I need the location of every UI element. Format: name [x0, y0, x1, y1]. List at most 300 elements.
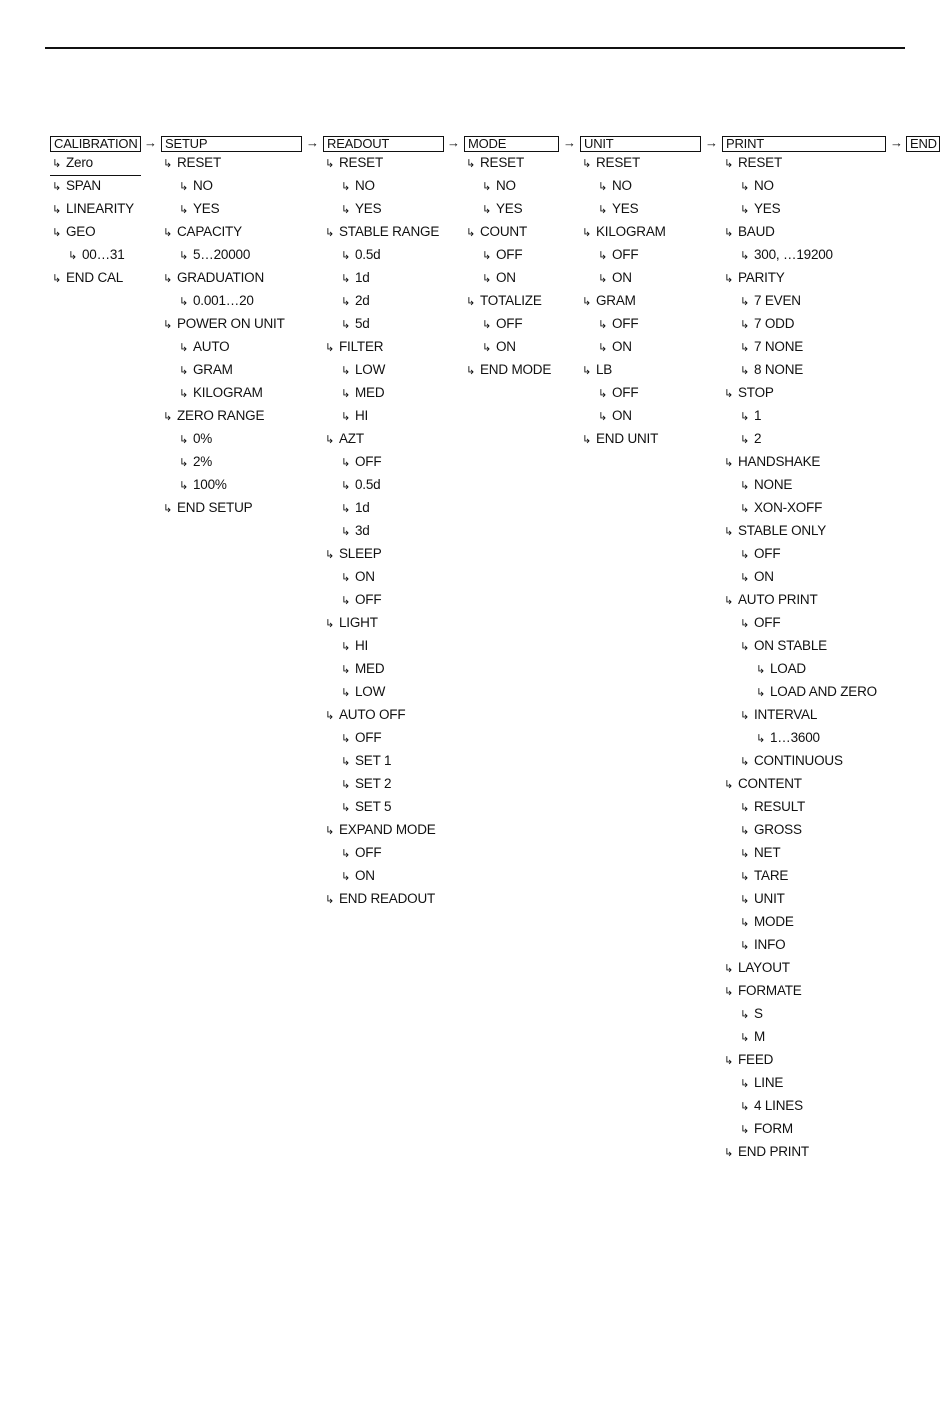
menu-item-label: SPAN [66, 178, 101, 193]
submenu-arrow-icon: ↳ [163, 158, 173, 170]
menu-item-label: 100% [193, 477, 227, 492]
menu-item [740, 477, 792, 494]
menu-item [598, 339, 632, 356]
menu-item-label: HI [355, 638, 369, 653]
menu-item [341, 661, 384, 678]
menu-item [52, 178, 101, 195]
menu-item [179, 477, 227, 494]
menu-item-label: MED [355, 385, 385, 400]
submenu-arrow-icon: ↳ [482, 181, 492, 193]
submenu-arrow-icon: ↳ [325, 434, 335, 446]
menu-item-label: AUTO [193, 339, 230, 354]
menu-item-label: LAYOUT [738, 960, 790, 975]
menu-item-label: OFF [355, 454, 382, 469]
menu-item [482, 339, 516, 356]
submenu-arrow-icon: ↳ [740, 204, 750, 216]
submenu-arrow-icon: ↳ [724, 779, 734, 791]
menu-item-label: INTERVAL [754, 707, 818, 722]
menu-item-label: ON [496, 270, 516, 285]
menu-item-label: NET [754, 845, 781, 860]
submenu-arrow-icon: ↳ [740, 1078, 750, 1090]
menu-item [179, 339, 229, 356]
header-readout: READOUT [323, 136, 444, 152]
menu-item-label: FORM [754, 1121, 793, 1136]
menu-item [724, 385, 774, 402]
submenu-arrow-icon: ↳ [740, 756, 750, 768]
menu-item-label: XON-XOFF [754, 500, 823, 515]
submenu-arrow-icon: ↳ [724, 158, 734, 170]
menu-item [740, 799, 805, 816]
menu-item [740, 1098, 803, 1115]
menu-item-label: OFF [355, 845, 382, 860]
menu-item [52, 155, 93, 172]
submenu-arrow-icon: ↳ [179, 296, 189, 308]
menu-item [724, 270, 785, 287]
submenu-arrow-icon: ↳ [325, 618, 335, 630]
menu-item-label: 5d [355, 316, 370, 331]
menu-item-label: 00…31 [82, 247, 125, 262]
menu-item [740, 822, 802, 839]
menu-item [179, 385, 263, 402]
menu-item [740, 1029, 765, 1046]
menu-item [341, 408, 368, 425]
submenu-arrow-icon: ↳ [740, 319, 750, 331]
submenu-arrow-icon: ↳ [724, 526, 734, 538]
menu-item [740, 569, 774, 586]
menu-item [341, 293, 370, 310]
menu-item [179, 362, 233, 379]
menu-item-label: NONE [754, 477, 793, 492]
menu-item [740, 500, 822, 517]
submenu-arrow-icon: ↳ [341, 572, 351, 584]
menu-item [179, 201, 219, 218]
submenu-arrow-icon: ↳ [341, 779, 351, 791]
submenu-arrow-icon: ↳ [466, 365, 476, 377]
menu-item-label: END SETUP [177, 500, 253, 515]
menu-item [482, 316, 522, 333]
menu-item [325, 891, 435, 908]
submenu-arrow-icon: ↳ [341, 250, 351, 262]
menu-item [52, 224, 95, 241]
menu-item [598, 178, 632, 195]
submenu-arrow-icon: ↳ [482, 273, 492, 285]
menu-item-label: ON [355, 868, 375, 883]
submenu-arrow-icon: ↳ [724, 388, 734, 400]
submenu-arrow-icon: ↳ [724, 595, 734, 607]
menu-item [598, 270, 632, 287]
menu-item [740, 891, 785, 908]
menu-item [740, 431, 761, 448]
submenu-arrow-icon: ↳ [52, 273, 62, 285]
menu-item-label: COUNT [480, 224, 527, 239]
submenu-arrow-icon: ↳ [598, 319, 608, 331]
menu-item-label: M [754, 1029, 766, 1044]
menu-item [466, 293, 542, 310]
menu-item-label: LOW [355, 684, 386, 699]
menu-item [482, 247, 522, 264]
submenu-arrow-icon: ↳ [163, 227, 173, 239]
menu-item-label: FEED [738, 1052, 774, 1067]
submenu-arrow-icon: ↳ [582, 158, 592, 170]
menu-item-label: SLEEP [339, 546, 382, 561]
submenu-arrow-icon: ↳ [598, 411, 608, 423]
menu-item-label: OFF [612, 385, 639, 400]
menu-item-label: RESET [480, 155, 525, 170]
arrow-icon: → [563, 135, 576, 150]
arrow-icon: → [144, 135, 157, 150]
submenu-arrow-icon: ↳ [179, 181, 189, 193]
menu-item-label: EXPAND MODE [339, 822, 436, 837]
submenu-arrow-icon: ↳ [740, 1009, 750, 1021]
menu-item-label: ON [496, 339, 516, 354]
menu-item-label: 0.001…20 [193, 293, 254, 308]
menu-item-label: RESULT [754, 799, 806, 814]
menu-item-label: OFF [754, 546, 781, 561]
menu-item [341, 362, 385, 379]
submenu-arrow-icon: ↳ [52, 227, 62, 239]
menu-item [341, 316, 370, 333]
menu-item-label: CONTINUOUS [754, 753, 843, 768]
submenu-arrow-icon: ↳ [756, 687, 766, 699]
header-mode: MODE [464, 136, 559, 152]
menu-item [341, 753, 391, 770]
menu-item [582, 362, 612, 379]
menu-item-label: NO [612, 178, 632, 193]
header-calibration: CALIBRATION [50, 136, 141, 152]
menu-item [466, 224, 527, 241]
menu-item [740, 316, 794, 333]
menu-item [325, 339, 383, 356]
submenu-arrow-icon: ↳ [163, 319, 173, 331]
menu-item-label: 4 LINES [754, 1098, 803, 1113]
menu-item-label: MED [355, 661, 385, 676]
submenu-arrow-icon: ↳ [68, 250, 78, 262]
submenu-arrow-icon: ↳ [466, 296, 476, 308]
menu-item-label: 8 NONE [754, 362, 804, 377]
menu-item [724, 983, 802, 1000]
arrow-icon: → [447, 135, 460, 150]
arrow-icon: → [306, 135, 319, 150]
submenu-arrow-icon: ↳ [582, 296, 592, 308]
menu-item [598, 247, 638, 264]
menu-item-label: LB [596, 362, 613, 377]
menu-item [598, 201, 638, 218]
menu-item-label: LINE [754, 1075, 784, 1090]
menu-item [325, 431, 364, 448]
menu-item [163, 155, 221, 172]
menu-item-label: UNIT [754, 891, 785, 906]
submenu-arrow-icon: ↳ [740, 641, 750, 653]
menu-item-label: ZERO RANGE [177, 408, 265, 423]
menu-item-label: LOAD AND ZERO [770, 684, 877, 699]
menu-item-label: FORMATE [738, 983, 802, 998]
menu-item-label: ON [612, 339, 632, 354]
submenu-arrow-icon: ↳ [740, 549, 750, 561]
menu-item-label: OFF [612, 316, 639, 331]
menu-item [341, 201, 381, 218]
menu-item [740, 339, 803, 356]
submenu-arrow-icon: ↳ [52, 158, 62, 170]
menu-item [341, 477, 380, 494]
submenu-arrow-icon: ↳ [341, 733, 351, 745]
submenu-arrow-icon: ↳ [740, 1124, 750, 1136]
menu-item-label: OFF [496, 247, 523, 262]
submenu-arrow-icon: ↳ [341, 480, 351, 492]
submenu-arrow-icon: ↳ [724, 986, 734, 998]
menu-item-label: ON [612, 408, 632, 423]
menu-item [724, 454, 820, 471]
submenu-arrow-icon: ↳ [341, 871, 351, 883]
submenu-arrow-icon: ↳ [740, 342, 750, 354]
submenu-arrow-icon: ↳ [482, 250, 492, 262]
submenu-arrow-icon: ↳ [325, 227, 335, 239]
menu-item-label: TOTALIZE [480, 293, 542, 308]
submenu-arrow-icon: ↳ [598, 181, 608, 193]
menu-item-label: STABLE ONLY [738, 523, 827, 538]
menu-item [163, 270, 264, 287]
menu-item [740, 615, 780, 632]
menu-item [598, 385, 638, 402]
menu-item [325, 224, 439, 241]
menu-item-label: END PRINT [738, 1144, 809, 1159]
menu-item [341, 638, 368, 655]
menu-item [724, 155, 782, 172]
header-print: PRINT [722, 136, 886, 152]
menu-item-label: OFF [612, 247, 639, 262]
menu-item-label: POWER ON UNIT [177, 316, 285, 331]
menu-item-label: NO [496, 178, 516, 193]
menu-item-label: GRAM [596, 293, 636, 308]
menu-item [740, 868, 788, 885]
menu-item [740, 362, 803, 379]
submenu-arrow-icon: ↳ [325, 549, 335, 561]
menu-item [740, 937, 785, 954]
menu-item [582, 293, 636, 310]
menu-item [341, 270, 370, 287]
submenu-arrow-icon: ↳ [179, 365, 189, 377]
submenu-arrow-icon: ↳ [482, 204, 492, 216]
menu-item [756, 684, 877, 701]
menu-item-label: 2 [754, 431, 762, 446]
submenu-arrow-icon: ↳ [482, 319, 492, 331]
menu-item [68, 247, 125, 264]
menu-item [598, 316, 638, 333]
menu-item-label: YES [754, 201, 781, 216]
header-unit: UNIT [580, 136, 701, 152]
menu-item-label: 0.5d [355, 477, 381, 492]
submenu-arrow-icon: ↳ [740, 1032, 750, 1044]
menu-item [52, 270, 123, 287]
menu-item [341, 523, 370, 540]
submenu-arrow-icon: ↳ [724, 963, 734, 975]
menu-item [482, 178, 516, 195]
menu-item-label: ON [355, 569, 375, 584]
submenu-arrow-icon: ↳ [740, 894, 750, 906]
menu-item-label: Zero [66, 155, 93, 170]
menu-item-label: GROSS [754, 822, 802, 837]
submenu-arrow-icon: ↳ [598, 204, 608, 216]
menu-item [52, 201, 134, 218]
submenu-arrow-icon: ↳ [740, 848, 750, 860]
menu-item [341, 247, 380, 264]
submenu-arrow-icon: ↳ [740, 365, 750, 377]
submenu-arrow-icon: ↳ [179, 434, 189, 446]
submenu-arrow-icon: ↳ [740, 917, 750, 929]
menu-item [325, 707, 405, 724]
menu-item-label: END READOUT [339, 891, 436, 906]
submenu-arrow-icon: ↳ [179, 388, 189, 400]
submenu-arrow-icon: ↳ [341, 457, 351, 469]
menu-item-label: GEO [66, 224, 96, 239]
menu-item-label: 1 [754, 408, 762, 423]
menu-item-label: END UNIT [596, 431, 659, 446]
submenu-arrow-icon: ↳ [341, 595, 351, 607]
submenu-arrow-icon: ↳ [724, 227, 734, 239]
menu-item [341, 776, 391, 793]
menu-item-label: S [754, 1006, 763, 1021]
submenu-arrow-icon: ↳ [325, 825, 335, 837]
menu-item [466, 155, 524, 172]
submenu-arrow-icon: ↳ [756, 733, 766, 745]
submenu-arrow-icon: ↳ [341, 296, 351, 308]
submenu-arrow-icon: ↳ [740, 802, 750, 814]
menu-item [740, 201, 780, 218]
submenu-arrow-icon: ↳ [466, 158, 476, 170]
menu-item-label: 1d [355, 270, 370, 285]
submenu-arrow-icon: ↳ [740, 940, 750, 952]
submenu-arrow-icon: ↳ [341, 664, 351, 676]
menu-item-label: STOP [738, 385, 774, 400]
menu-item-label: 0% [193, 431, 213, 446]
menu-item [740, 546, 780, 563]
menu-item-label: INFO [754, 937, 786, 952]
menu-item [163, 316, 285, 333]
menu-item-label: RESET [596, 155, 641, 170]
submenu-arrow-icon: ↳ [740, 250, 750, 262]
submenu-arrow-icon: ↳ [325, 342, 335, 354]
submenu-arrow-icon: ↳ [740, 503, 750, 515]
menu-item [179, 454, 212, 471]
submenu-arrow-icon: ↳ [163, 411, 173, 423]
menu-item-label: NO [754, 178, 774, 193]
menu-item [740, 293, 801, 310]
menu-item [341, 730, 381, 747]
menu-item [179, 293, 254, 310]
arrow-icon: → [705, 135, 718, 150]
submenu-arrow-icon: ↳ [341, 687, 351, 699]
menu-item-label: AZT [339, 431, 364, 446]
submenu-arrow-icon: ↳ [740, 296, 750, 308]
menu-item [740, 1121, 793, 1138]
menu-item [341, 592, 381, 609]
menu-item [740, 707, 817, 724]
menu-item-label: END CAL [66, 270, 124, 285]
menu-item [740, 408, 761, 425]
menu-item [582, 224, 666, 241]
submenu-arrow-icon: ↳ [341, 503, 351, 515]
menu-item-label: 7 NONE [754, 339, 804, 354]
submenu-arrow-icon: ↳ [341, 181, 351, 193]
menu-item [724, 960, 790, 977]
menu-item-label: RESET [177, 155, 222, 170]
menu-item [325, 546, 382, 563]
menu-item [740, 845, 780, 862]
menu-item-label: 3d [355, 523, 370, 538]
menu-item [756, 661, 806, 678]
menu-item-label: YES [612, 201, 639, 216]
menu-item-label: OFF [496, 316, 523, 331]
menu-item [582, 431, 658, 448]
menu-item-label: 7 EVEN [754, 293, 801, 308]
menu-item-label: KILOGRAM [193, 385, 263, 400]
arrow-icon: → [890, 135, 903, 150]
submenu-arrow-icon: ↳ [341, 388, 351, 400]
menu-item [598, 408, 632, 425]
menu-item [341, 500, 370, 517]
menu-item-label: RESET [738, 155, 783, 170]
menu-item-label: YES [355, 201, 382, 216]
menu-item-label: SET 2 [355, 776, 392, 791]
menu-item-label: 1…3600 [770, 730, 820, 745]
menu-item-label: LOW [355, 362, 386, 377]
submenu-arrow-icon: ↳ [52, 181, 62, 193]
menu-item [179, 247, 250, 264]
menu-item [163, 500, 252, 517]
submenu-arrow-icon: ↳ [325, 894, 335, 906]
menu-item [740, 753, 843, 770]
menu-item-label: AUTO OFF [339, 707, 406, 722]
menu-item [724, 1144, 809, 1161]
menu-item [341, 569, 375, 586]
menu-item [341, 845, 381, 862]
menu-item-label: ON STABLE [754, 638, 827, 653]
submenu-arrow-icon: ↳ [163, 503, 173, 515]
menu-item-label: SET 5 [355, 799, 392, 814]
submenu-arrow-icon: ↳ [325, 158, 335, 170]
menu-item-label: HI [355, 408, 369, 423]
submenu-arrow-icon: ↳ [598, 250, 608, 262]
menu-item-label: CAPACITY [177, 224, 242, 239]
menu-item [724, 1052, 773, 1069]
menu-item-label: 0.5d [355, 247, 381, 262]
submenu-arrow-icon: ↳ [740, 434, 750, 446]
submenu-arrow-icon: ↳ [598, 273, 608, 285]
menu-item-label: 2d [355, 293, 370, 308]
menu-item-label: 300, …19200 [754, 247, 833, 262]
menu-item-label: SET 1 [355, 753, 392, 768]
top-rule [45, 47, 905, 49]
submenu-arrow-icon: ↳ [582, 227, 592, 239]
menu-item [466, 362, 551, 379]
menu-item [163, 224, 242, 241]
menu-item [756, 730, 820, 747]
submenu-arrow-icon: ↳ [582, 365, 592, 377]
menu-item [341, 385, 384, 402]
menu-item-label: 7 ODD [754, 316, 795, 331]
menu-item [740, 178, 774, 195]
menu-item-label: RESET [339, 155, 384, 170]
submenu-arrow-icon: ↳ [341, 802, 351, 814]
menu-item-label: CONTENT [738, 776, 802, 791]
submenu-arrow-icon: ↳ [740, 411, 750, 423]
submenu-arrow-icon: ↳ [179, 342, 189, 354]
menu-item-label: LOAD [770, 661, 806, 676]
menu-item [325, 615, 378, 632]
submenu-arrow-icon: ↳ [179, 204, 189, 216]
header-setup: SETUP [161, 136, 302, 152]
submenu-arrow-icon: ↳ [341, 526, 351, 538]
submenu-arrow-icon: ↳ [466, 227, 476, 239]
